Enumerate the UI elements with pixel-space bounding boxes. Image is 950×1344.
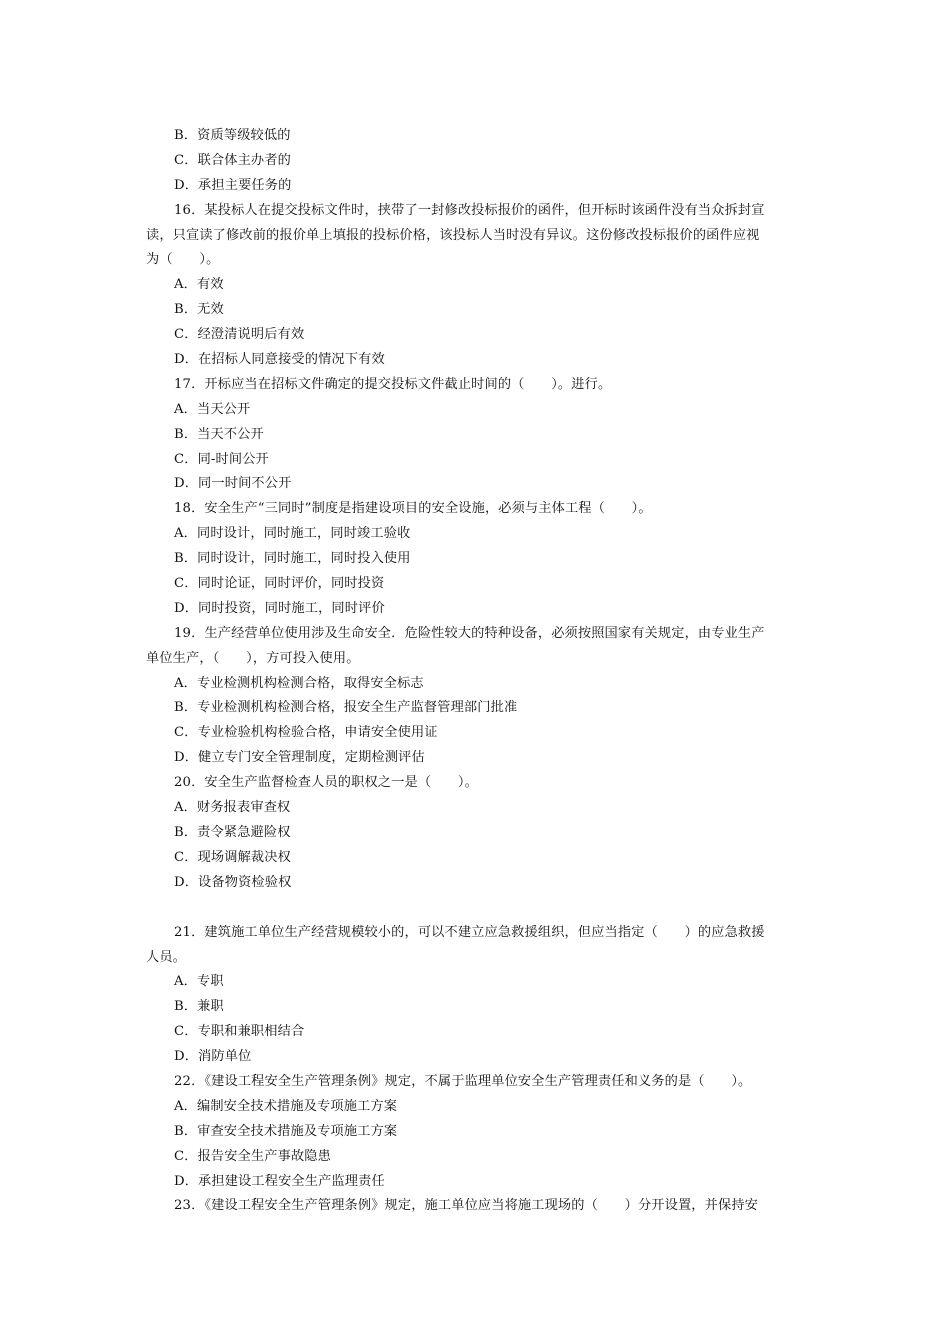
question-20: 20．安全生产监督检查人员的职权之一是（ ）。: [174, 775, 478, 791]
option-a-q20: A．财务报表审查权: [174, 800, 291, 816]
option-c-q18: C．同时论证，同时评价，同时投资: [174, 576, 385, 592]
option-b-q16: B．无效: [174, 302, 224, 318]
question-19-line-1: 19．生产经营单位使用涉及生命安全．危险性较大的特种设备，必须按照国家有关规定，由专业生产: [174, 625, 765, 641]
option-a-q18: A．同时设计，同时施工，同时竣工验收: [174, 526, 411, 542]
option-a-q22: A．编制安全技术措施及专项施工方案: [174, 1098, 398, 1114]
option-c-q21: C．专职和兼职相结合: [174, 1024, 305, 1040]
option-a-q16: A．有效: [174, 277, 224, 293]
option-b-q21: B．兼职: [174, 999, 224, 1015]
question-23-line-1: 23．《建设工程安全生产管理条例》规定，施工单位应当将施工现场的（ ）分开设置，并保持安: [174, 1198, 758, 1214]
paragraph-gap: [146, 896, 808, 921]
option-b-q22: B．审查安全技术措施及专项施工方案: [174, 1123, 398, 1139]
option-d-q18: D．同时投资，同时施工，同时评价: [174, 600, 385, 616]
question-21-line-2: 人员。: [146, 949, 187, 965]
option-d-q21: D．消防单位: [174, 1049, 252, 1065]
option-d-q15: D．承担主要任务的: [174, 177, 292, 193]
option-b-q17: B．当天不公开: [174, 426, 264, 442]
option-d-q20: D．设备物资检验权: [174, 874, 292, 890]
option-c-q22: C．报告安全生产事故隐患: [174, 1148, 331, 1164]
option-a-q19: A．专业检测机构检测合格，取得安全标志: [174, 675, 424, 691]
option-c-q19: C．专业检验机构检验合格，申请安全使用证: [174, 725, 438, 741]
option-b-q15: B．资质等级较低的: [174, 128, 291, 143]
option-b-q19: B．专业检测机构检测合格，报安全生产监督管理部门批准: [174, 700, 518, 716]
option-a-q17: A．当天公开: [174, 401, 251, 417]
option-b-q20: B．责令紧急避险权: [174, 824, 291, 840]
question-22: 22．《建设工程安全生产管理条例》规定，不属于监理单位安全生产管理责任和义务的是（ ）。: [174, 1073, 752, 1089]
option-c-q17: C．同-时间公开: [174, 451, 269, 467]
question-18: 18．安全生产“三同时”制度是指建设项目的安全设施，必须与主体工程（ ）。: [174, 501, 652, 517]
document-body: [146, 124, 808, 1219]
question-16-line-2: 读，只宣读了修改前的报价单上填报的投标价格，该投标人当时没有异议。这份修改投标报价的函件应视: [146, 227, 760, 243]
option-c-q20: C．现场调解裁决权: [174, 849, 291, 865]
option-d-q16: D．在招标人同意接受的情况下有效: [174, 352, 385, 368]
option-d-q19: D．健立专门安全管理制度，定期检测评估: [174, 750, 425, 766]
option-d-q17: D．同一时间不公开: [174, 476, 292, 492]
option-a-q21: A．专职: [174, 974, 224, 990]
question-17: 17．开标应当在招标文件确定的提交投标文件截止时间的（ ）。进行。: [174, 376, 612, 392]
question-19-line-2: 单位生产，（ ），方可投入使用。: [146, 650, 360, 666]
option-d-q22: D．承担建设工程安全生产监理责任: [174, 1173, 385, 1189]
question-21-line-1: 21．建筑施工单位生产经营规模较小的，可以不建立应急救援组织，但应当指定（ ）的应急救援: [174, 924, 765, 940]
question-16-line-3: 为（ ）。: [146, 252, 220, 268]
option-c-q16: C．经澄清说明后有效: [174, 327, 305, 343]
option-c-q15: C．联合体主办者的: [174, 152, 291, 168]
option-b-q18: B．同时设计，同时施工，同时投入使用: [174, 551, 411, 567]
question-16-line-1: 16．某投标人在提交投标文件时，挟带了一封修改投标报价的函件，但开标时该函件没有当众拆封宣: [174, 202, 765, 218]
